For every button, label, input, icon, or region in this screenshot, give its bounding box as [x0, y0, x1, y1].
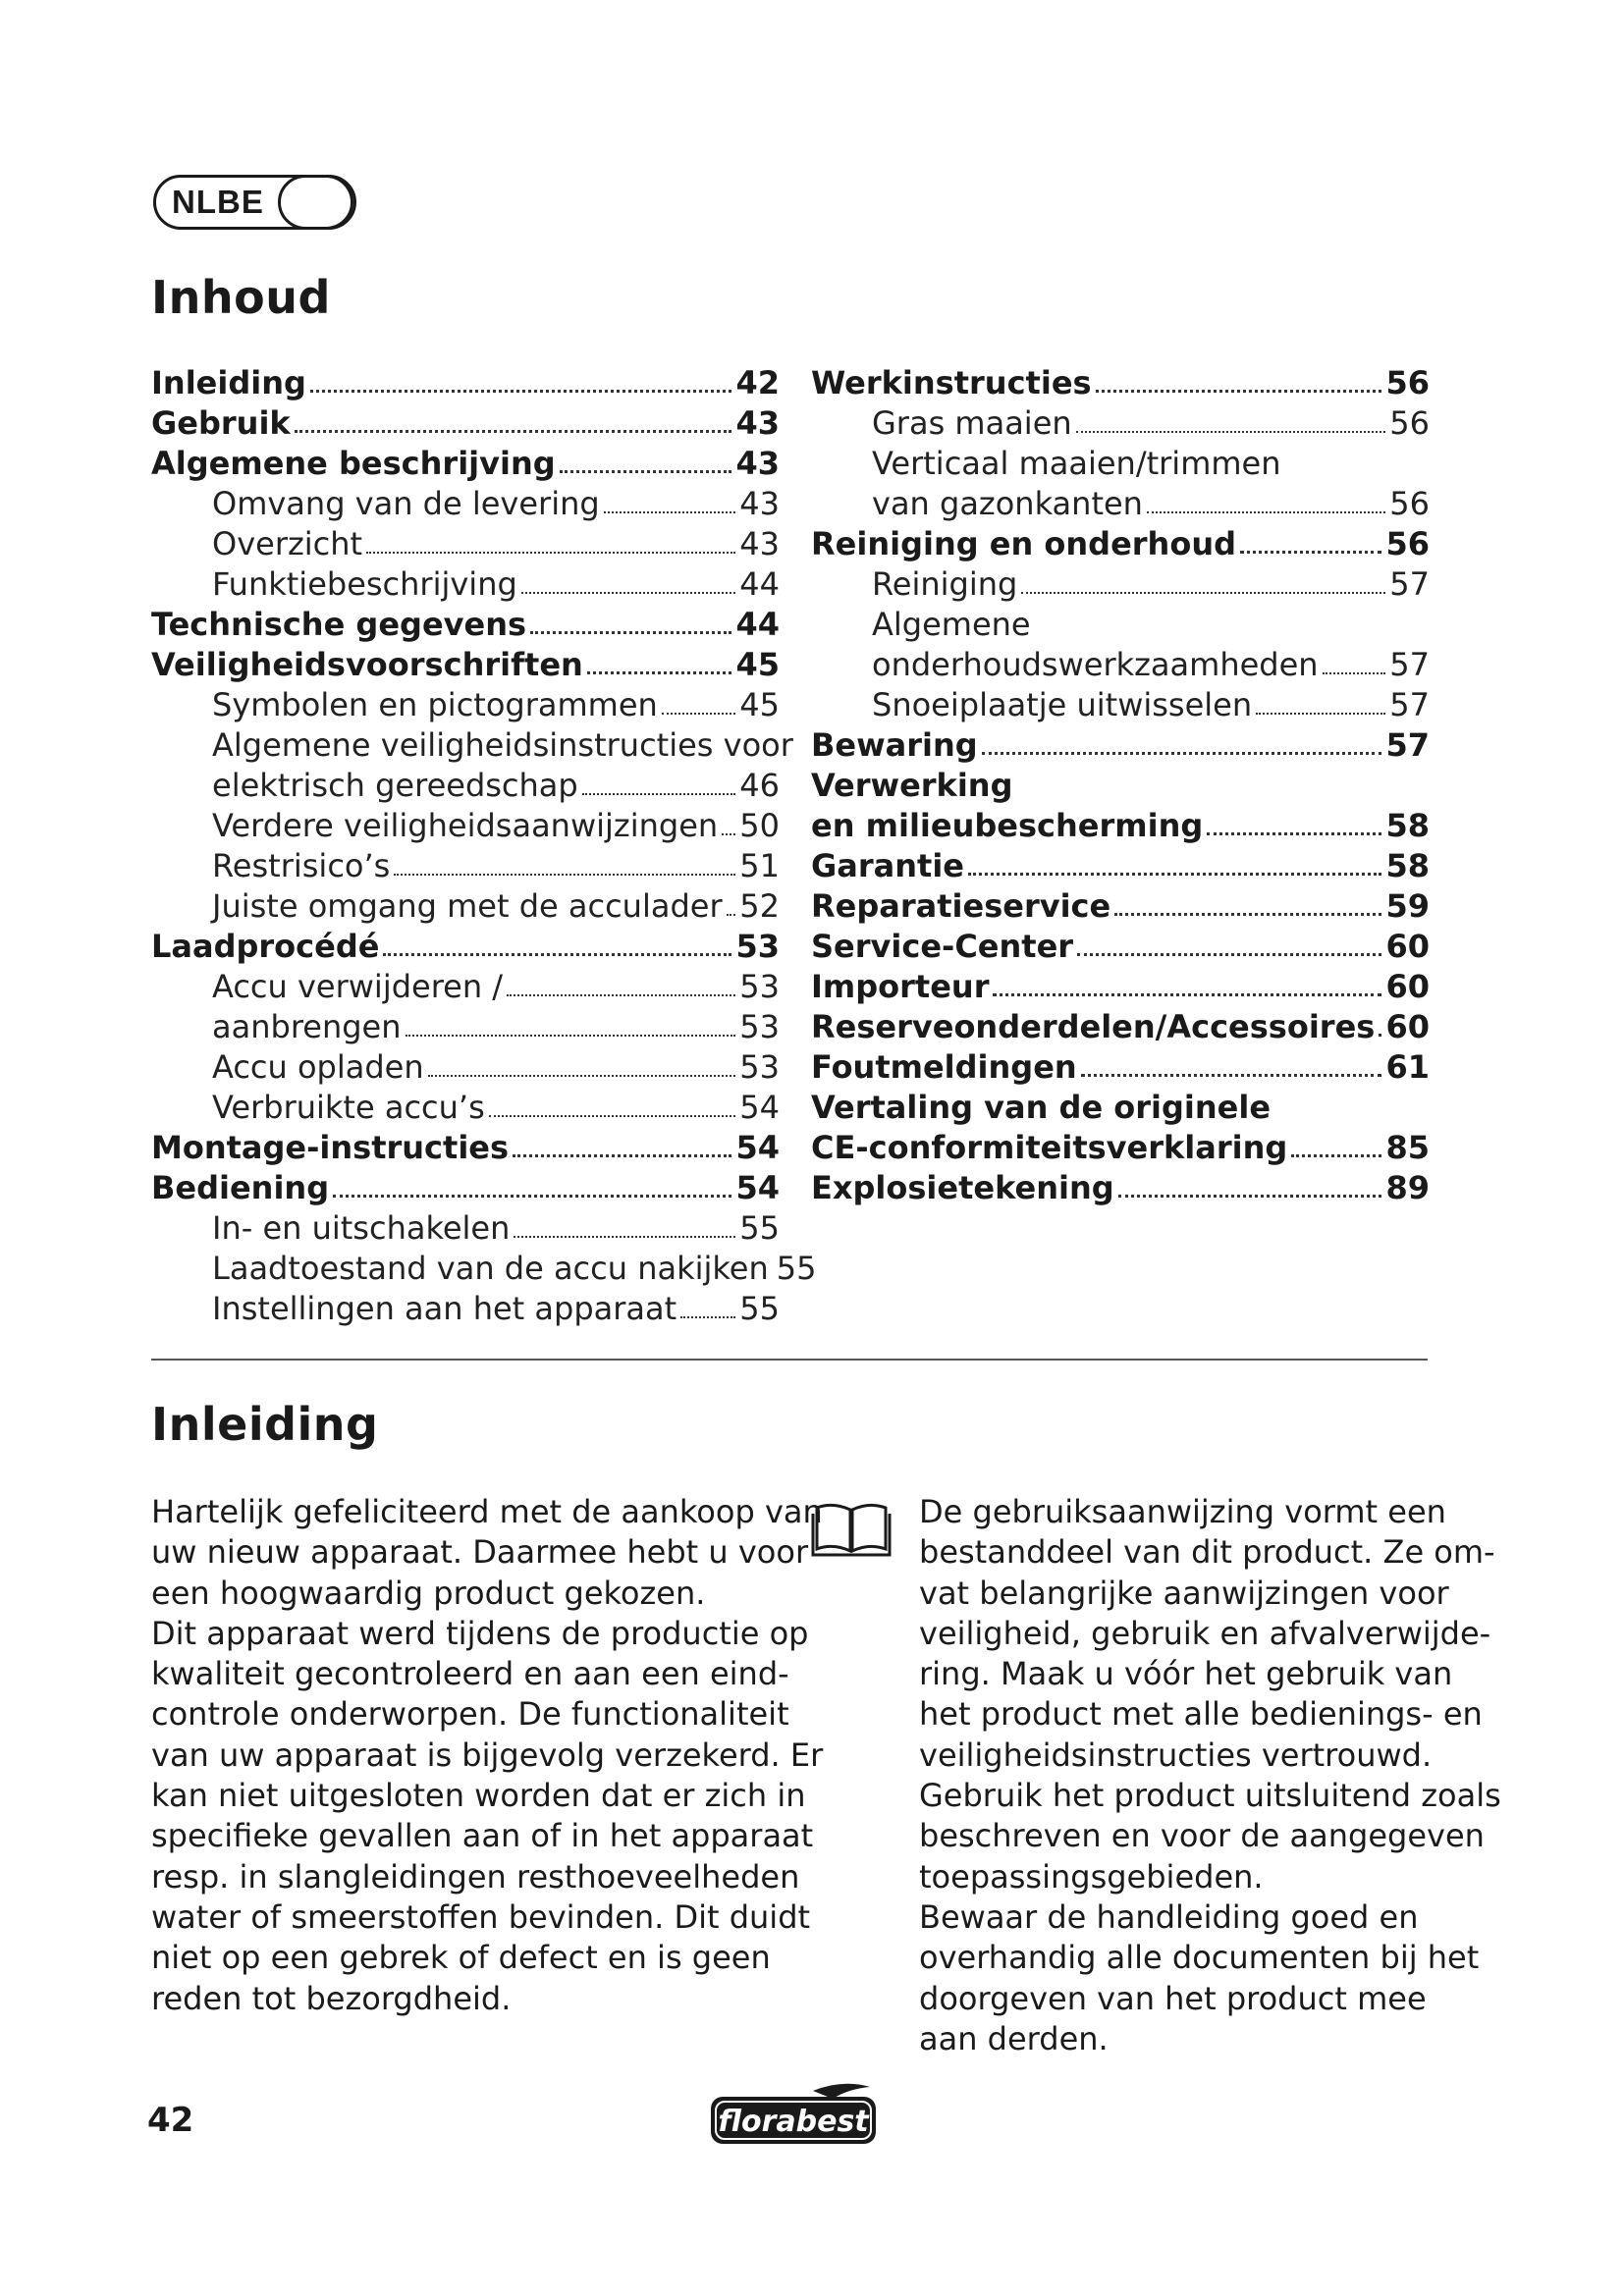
toc-entry-page: 51 — [739, 847, 780, 884]
toc-entry-page: 46 — [739, 767, 780, 804]
paragraph-line: resp. in slangleidingen resthoeveelheden — [151, 1857, 800, 1896]
toc-entry — [151, 1208, 780, 1249]
toc-entry-label: Importeur — [811, 968, 990, 1005]
toc-entry — [811, 725, 1430, 766]
paragraph-line: Bewaar de handleiding goed en — [919, 1897, 1419, 1936]
toc-entry — [811, 444, 1430, 484]
toc-entry-page: 43 — [735, 404, 780, 442]
toc-entry-label: Technische gegevens — [151, 606, 527, 643]
toc-leader-dots — [982, 752, 1382, 755]
toc-entry-label: Symbolen en pictogrammen — [212, 686, 658, 723]
toc-entry-label: Verbruikte accu’s — [212, 1089, 485, 1126]
intro-title: Inleiding — [151, 1398, 379, 1451]
toc-entry-page: 54 — [735, 1169, 780, 1206]
paragraph-line: toepassingsgebieden. — [919, 1857, 1264, 1896]
toc-leader-dots — [1291, 1154, 1381, 1157]
toc-leader-dots — [1240, 551, 1381, 554]
toc-entry-label: van gazonkanten — [872, 485, 1143, 522]
toc-title: Inhoud — [151, 271, 331, 324]
toc-entry — [151, 967, 780, 1007]
toc-entry — [151, 1128, 780, 1168]
toc-entry-label: Algemene beschrijving — [151, 445, 556, 482]
toc-entry — [151, 484, 780, 524]
paragraph-line: overhandig alle documenten bij het — [919, 1939, 1480, 1977]
page-number: 42 — [147, 2101, 194, 2140]
toc-entry-page: 53 — [739, 1048, 780, 1086]
toc-entry — [151, 685, 780, 725]
paragraph-line: water of smeerstoffen bevinden. Dit duidt — [151, 1897, 811, 1936]
toc-entry-label: Verwerking — [811, 767, 1013, 804]
toc-leader-dots — [1096, 390, 1382, 393]
toc-entry-label: Laadprocédé — [151, 928, 380, 965]
paragraph-line: beschreven en voor de aangegeven — [919, 1817, 1485, 1855]
paragraph-line: veiligheid, gebruik en afvalverwijde- — [919, 1614, 1491, 1652]
toc-entry-label: elektrisch gereedschap — [212, 767, 578, 804]
paragraph-line: een hoogwaardig product gekozen. — [151, 1574, 706, 1612]
toc-entry — [151, 806, 780, 846]
toc-entry-page: 44 — [735, 606, 780, 643]
toc-entry-label: Accu verwijderen / — [212, 968, 504, 1005]
toc-leader-dots — [1256, 713, 1385, 715]
toc-leader-dots — [514, 1236, 735, 1238]
toc-entry-page: 58 — [1385, 807, 1430, 844]
paragraph-line: kwaliteit gecontroleerd en aan een eind- — [151, 1655, 789, 1693]
toc-entry-label: Algemene — [872, 606, 1031, 643]
toc-entry — [151, 927, 780, 967]
toc-entry-label: Accu opladen — [212, 1048, 424, 1086]
paragraph-line: Gebruik het product uitsluitend zoals — [919, 1777, 1501, 1815]
toc-leader-dots — [1118, 1195, 1382, 1198]
toc-entry-page: 57 — [1389, 565, 1430, 603]
paragraph-line: veiligheidsinstructies vertrouwd. — [919, 1735, 1433, 1774]
toc-leader-dots — [295, 430, 732, 433]
toc-leader-dots — [530, 631, 731, 634]
toc-entry — [811, 1007, 1430, 1047]
toc-entry — [811, 806, 1430, 846]
toc-entry — [151, 444, 780, 484]
toc-entry-page: 56 — [1385, 364, 1430, 401]
toc-entry-page: 60 — [1385, 968, 1430, 1005]
toc-entry — [151, 1088, 780, 1128]
paragraph-line: ring. Maak u vóór het gebruik van — [919, 1655, 1453, 1693]
paragraph-line: bestanddeel van dit product. Ze om- — [919, 1533, 1495, 1572]
toc-entry — [151, 605, 780, 645]
toc-entry-label: Verticaal maaien/trimmen — [872, 445, 1281, 482]
paragraph-line: niet op een gebrek of defect en is geen — [151, 1939, 771, 1977]
toc-leader-dots — [604, 511, 736, 513]
toc-leader-dots — [366, 552, 735, 554]
toc-entry-page: 57 — [1385, 726, 1430, 764]
toc-entry — [811, 766, 1430, 806]
paragraph-line: controle onderworpen. De functionaliteit — [151, 1695, 789, 1734]
paragraph-line: doorgeven van het product mee — [919, 1979, 1427, 2017]
toc-entry — [811, 1128, 1430, 1168]
paragraph-line: aan derden. — [919, 2019, 1109, 2057]
toc-leader-dots — [1379, 1034, 1381, 1037]
toc-entry-label: Funktiebeschrijving — [212, 565, 517, 603]
toc-entry-page: 55 — [776, 1250, 817, 1287]
toc-entry-page: 55 — [739, 1209, 780, 1247]
florabest-logo — [705, 2079, 882, 2150]
toc-entry-page: 59 — [1385, 887, 1430, 925]
toc-entry — [811, 685, 1430, 725]
toc-entry — [811, 645, 1430, 685]
toc-leader-dots — [489, 1115, 736, 1117]
section-divider — [151, 1359, 1428, 1361]
toc-entry — [151, 766, 780, 806]
toc-entry — [151, 1168, 780, 1208]
toc-leader-dots — [1077, 953, 1381, 956]
paragraph-line: De gebruiksaanwijzing vormt een — [919, 1493, 1446, 1530]
toc-leader-dots — [1081, 1074, 1382, 1077]
toc-entry-label: Reserveonderdelen/Accessoires — [811, 1008, 1376, 1045]
paragraph-line: specifieke gevallen aan of in het apparaat — [151, 1817, 814, 1855]
toc-entry-label: Reiniging en onderhoud — [811, 525, 1236, 562]
toc-entry-page: 56 — [1385, 525, 1430, 562]
toc-entry-label: Reparatieservice — [811, 887, 1111, 925]
toc-entry-label: CE-conformiteitsverklaring — [811, 1129, 1288, 1166]
toc-entry — [151, 645, 780, 685]
toc-entry-label: Foutmeldingen — [811, 1048, 1077, 1086]
toc-leader-dots — [968, 873, 1381, 876]
toc-entry — [811, 886, 1430, 927]
toc-entry-label: Snoeiplaatje uitwisselen — [872, 686, 1253, 723]
toc-entry-label: Service-Center — [811, 928, 1074, 965]
toc-entry-page: 53 — [739, 1008, 780, 1045]
toc-entry-label: Werkinstructies — [811, 364, 1092, 401]
toc-entry — [151, 725, 793, 766]
toc-entry-label: Algemene veiligheidsinstructies voor — [212, 726, 793, 764]
toc-entry — [151, 564, 780, 605]
toc-entry — [811, 1047, 1430, 1088]
toc-entry-page: 43 — [739, 485, 780, 522]
toc-entry-page: 56 — [1389, 404, 1430, 442]
toc-entry-label: Verdere veiligheidsaanwijzingen — [212, 807, 719, 844]
toc-entry-label: Vertaling van de originele — [811, 1089, 1272, 1126]
paragraph-line: reden tot bezorgdheid. — [151, 1979, 512, 2017]
toc-entry-label: Explosietekening — [811, 1169, 1114, 1206]
toc-leader-dots — [727, 914, 736, 916]
toc-entry — [811, 1168, 1430, 1208]
toc-entry — [811, 363, 1430, 403]
toc-entry-label: Bewaring — [811, 726, 978, 764]
toc-leader-dots — [993, 993, 1381, 996]
toc-entry-label: Juiste omgang met de acculader — [212, 887, 723, 925]
toc-entry-page: 52 — [739, 887, 780, 925]
toc-leader-dots — [333, 1195, 731, 1198]
toc-leader-dots — [310, 390, 732, 393]
paragraph-line: Dit apparaat werd tijdens de productie op — [151, 1614, 809, 1652]
toc-entry-page: 43 — [739, 525, 780, 562]
toc-entry — [151, 1289, 780, 1329]
toc-entry-page: 61 — [1385, 1048, 1430, 1086]
toc-entry-page: 55 — [739, 1290, 780, 1327]
toc-entry-label: Bediening — [151, 1169, 330, 1206]
toc-entry — [811, 1088, 1430, 1128]
toc-entry — [151, 363, 780, 403]
toc-leader-dots — [507, 994, 735, 996]
toc-entry-page: 43 — [735, 445, 780, 482]
toc-entry-page: 42 — [735, 364, 780, 401]
toc-entry-label: Reiniging — [872, 565, 1018, 603]
toc-entry-page: 89 — [1385, 1169, 1430, 1206]
toc-entry — [811, 564, 1430, 605]
toc-leader-dots — [394, 874, 735, 876]
intro-right-paragraph — [919, 1492, 1501, 2059]
intro-left-paragraph — [151, 1492, 824, 2019]
toc-entry-page: 53 — [739, 968, 780, 1005]
toc-entry-label: onderhoudswerkzaamheden — [872, 646, 1319, 683]
toc-leader-dots — [582, 793, 736, 795]
toc-entry — [151, 886, 780, 927]
toc-leader-dots — [587, 671, 732, 674]
toc-entry — [811, 846, 1430, 886]
toc-entry — [811, 927, 1430, 967]
toc-entry-page: 57 — [1389, 646, 1430, 683]
toc-leader-dots — [513, 1154, 731, 1157]
toc-entry-label: Gebruik — [151, 404, 291, 442]
toc-entry-label: Restrisico’s — [212, 847, 391, 884]
toc-entry — [811, 605, 1430, 645]
toc-leader-dots — [1147, 511, 1385, 513]
paragraph-line: Hartelijk gefeliciteerd met de aankoop van — [151, 1493, 823, 1530]
toc-entry — [151, 524, 780, 564]
paragraph-line: kan niet uitgesloten worden dat er zich in — [151, 1777, 806, 1815]
toc-entry-page: 45 — [739, 686, 780, 723]
toc-entry — [151, 1007, 780, 1047]
paragraph-line: het product met alle bedienings- en — [919, 1695, 1483, 1734]
toc-entry-page: 58 — [1385, 847, 1430, 884]
toc-leader-dots — [383, 953, 731, 956]
toc-left-column — [151, 363, 817, 1329]
toc-leader-dots — [1021, 592, 1385, 594]
toc-leader-dots — [680, 1316, 735, 1318]
toc-right-column — [811, 363, 1430, 1208]
toc-leader-dots — [662, 713, 735, 715]
toc-leader-dots — [428, 1075, 736, 1077]
brand-text: florabest — [718, 2105, 869, 2139]
toc-entry-page: 54 — [739, 1089, 780, 1126]
toc-entry-page: 45 — [735, 646, 780, 683]
toc-entry-page: 44 — [739, 565, 780, 603]
toc-entry-label: Veiligheidsvoorschriften — [151, 646, 583, 683]
toc-entry — [151, 1249, 817, 1289]
toc-entry — [151, 846, 780, 886]
toc-entry-label: Omvang van de levering — [212, 485, 600, 522]
toc-entry — [811, 484, 1430, 524]
toc-entry-page: 60 — [1385, 928, 1430, 965]
toc-entry-label: Inleiding — [151, 364, 306, 401]
toc-entry-page: 53 — [735, 928, 780, 965]
toc-leader-dots — [406, 1035, 736, 1037]
toc-leader-dots — [1207, 832, 1381, 835]
toc-entry-page: 56 — [1389, 485, 1430, 522]
toc-entry — [151, 403, 780, 444]
toc-leader-dots — [1076, 431, 1386, 433]
book-icon — [811, 1500, 892, 1557]
toc-entry-page: 50 — [739, 807, 780, 844]
toc-entry-label: Laadtoestand van de accu nakijken — [212, 1250, 769, 1287]
toc-leader-dots — [521, 592, 736, 594]
toc-entry-label: aanbrengen — [212, 1008, 402, 1045]
toc-entry-label: Overzicht — [212, 525, 363, 562]
paragraph-line: van uw apparaat is bijgevolg verzekerd. Er — [151, 1735, 824, 1774]
toc-leader-dots — [1323, 672, 1386, 674]
toc-entry-label: Instellingen aan het apparaat — [212, 1290, 677, 1327]
toc-entry-page: 60 — [1385, 1008, 1430, 1045]
toc-entry-page: 54 — [735, 1129, 780, 1166]
paragraph-line: vat belangrijke aanwijzingen voor — [919, 1574, 1449, 1612]
toc-entry-label: In- en uitschakelen — [212, 1209, 511, 1247]
toc-entry-page: 57 — [1389, 686, 1430, 723]
toc-leader-dots — [560, 470, 732, 473]
toc-entry-label: Montage-instructies — [151, 1129, 510, 1166]
toc-entry-label: Gras maaien — [872, 404, 1072, 442]
toc-entry-page: 85 — [1385, 1129, 1430, 1166]
toc-entry — [811, 403, 1430, 444]
toc-entry-label: en milieubescherming — [811, 807, 1204, 844]
toc-entry — [811, 524, 1430, 564]
toc-entry — [151, 1047, 780, 1088]
toc-leader-dots — [1114, 913, 1381, 916]
language-badge: NLBE — [153, 175, 353, 230]
toc-leader-dots — [722, 833, 735, 835]
paragraph-line: uw nieuw apparaat. Daarmee hebt u voor — [151, 1533, 809, 1572]
toc-entry — [811, 967, 1430, 1007]
toc-entry-label: Garantie — [811, 847, 964, 884]
